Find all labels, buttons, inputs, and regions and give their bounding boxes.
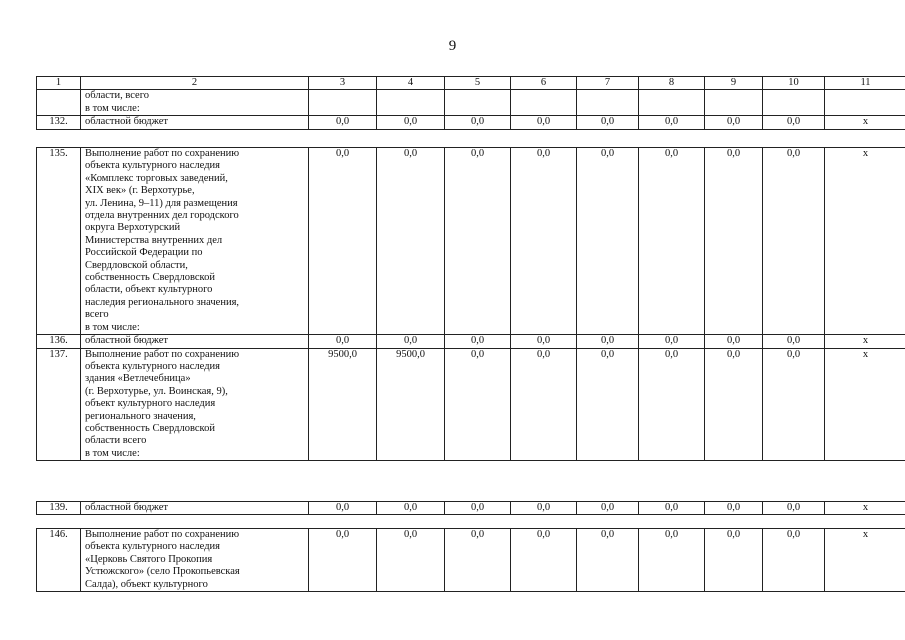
value-cell: 0,0 [763,529,825,592]
header-cell: 4 [377,77,445,90]
header-cell: 1 [37,77,81,90]
value-cell: 0,0 [445,529,511,592]
value-cell: х [825,116,905,129]
row-description: Выполнение работ по сохранению объекта культурного наследия «Церковь Святого Прокопия Устюжского» (село Прокопьевская Салда), объект культурного [81,529,309,592]
table-row [37,90,905,116]
value-cell: 0,0 [377,116,445,129]
value-cell: 0,0 [577,348,639,461]
value-cell: 0,0 [705,529,763,592]
value-cell: 0,0 [639,529,705,592]
value-cell: 0,0 [445,148,511,335]
row-description: Выполнение работ по сохранению объекта культурного наследия «Комплекс торговых заведений, XIX век» (г. Верхотурье, ул. Ленина, 9–11) для размещения отдела внутренних дел городского округа Верхотурский Министерства внутренних дел Российской Федерации по Свердловской области, собственность Свердловской области, объект культурного наследия регионального значения, всего в том числе: [81,148,309,335]
value-cell: 0,0 [445,116,511,129]
header-cell: 5 [445,77,511,90]
row-description: областной бюджет [81,502,309,515]
value-cell: 0,0 [377,529,445,592]
value-cell: х [825,335,905,348]
value-cell: 0,0 [309,148,377,335]
value-cell: х [825,502,905,515]
value-cell: 0,0 [445,502,511,515]
row-description: Выполнение работ по сохранению объекта культурного наследия здания «Ветлечебница» (г. Верхотурье, ул. Воинская, 9), объект культурного наследия регионального значения, собственность Свердловской области всего в том числе: [81,348,309,461]
value-cell: 0,0 [639,148,705,335]
table-row [37,502,905,515]
value-cell: 0,0 [577,502,639,515]
header-cell: 8 [639,77,705,90]
header-cell: 10 [763,77,825,90]
value-cell: 0,0 [309,502,377,515]
table-row [37,116,905,129]
header-cell: 6 [511,77,577,90]
value-cell [309,90,377,116]
value-cell: 0,0 [309,529,377,592]
value-cell [705,90,763,116]
value-cell: х [825,348,905,461]
header-row [37,77,905,90]
value-cell: 0,0 [705,502,763,515]
row-description: областной бюджет [81,116,309,129]
value-cell: х [825,148,905,335]
table-row [37,335,905,348]
value-cell: 0,0 [705,116,763,129]
row-number: 135. [37,148,81,335]
value-cell: 0,0 [309,335,377,348]
value-cell: 0,0 [639,335,705,348]
table-row [37,148,905,335]
table-row [37,529,905,592]
budget-table-fragment-1 [36,76,905,130]
value-cell: 9500,0 [377,348,445,461]
value-cell: 0,0 [763,348,825,461]
value-cell: 0,0 [445,335,511,348]
value-cell: 0,0 [309,116,377,129]
budget-table-fragment-3 [36,501,905,515]
value-cell: 0,0 [639,348,705,461]
value-cell [825,90,905,116]
header-cell: 7 [577,77,639,90]
value-cell: 0,0 [377,502,445,515]
page-number: 9 [448,38,457,54]
row-number: 136. [37,335,81,348]
value-cell [511,90,577,116]
value-cell: 0,0 [763,148,825,335]
value-cell: 9500,0 [309,348,377,461]
row-number: 132. [37,116,81,129]
value-cell: 0,0 [377,148,445,335]
value-cell: 0,0 [763,116,825,129]
value-cell: 0,0 [705,335,763,348]
row-number: 137. [37,348,81,461]
value-cell: 0,0 [511,148,577,335]
value-cell [577,90,639,116]
budget-table-fragment-4 [36,528,905,592]
value-cell: 0,0 [639,502,705,515]
value-cell: 0,0 [577,529,639,592]
value-cell: 0,0 [705,348,763,461]
value-cell: 0,0 [511,116,577,129]
value-cell: 0,0 [705,148,763,335]
header-cell: 2 [81,77,309,90]
row-number: 146. [37,529,81,592]
value-cell: 0,0 [511,348,577,461]
value-cell: 0,0 [511,502,577,515]
budget-table-fragment-2 [36,147,905,461]
row-number: 139. [37,502,81,515]
value-cell [377,90,445,116]
value-cell: 0,0 [763,502,825,515]
header-cell: 11 [825,77,905,90]
row-number [37,90,81,116]
value-cell: 0,0 [511,335,577,348]
value-cell: 0,0 [445,348,511,461]
value-cell: 0,0 [577,335,639,348]
row-description: областной бюджет [81,335,309,348]
value-cell [763,90,825,116]
value-cell: 0,0 [577,116,639,129]
value-cell: 0,0 [511,529,577,592]
value-cell: х [825,529,905,592]
header-cell: 3 [309,77,377,90]
row-description: области, всего в том числе: [81,90,309,116]
value-cell: 0,0 [639,116,705,129]
value-cell: 0,0 [377,335,445,348]
value-cell [445,90,511,116]
value-cell [639,90,705,116]
value-cell: 0,0 [577,148,639,335]
value-cell: 0,0 [763,335,825,348]
header-cell: 9 [705,77,763,90]
table-row [37,348,905,461]
